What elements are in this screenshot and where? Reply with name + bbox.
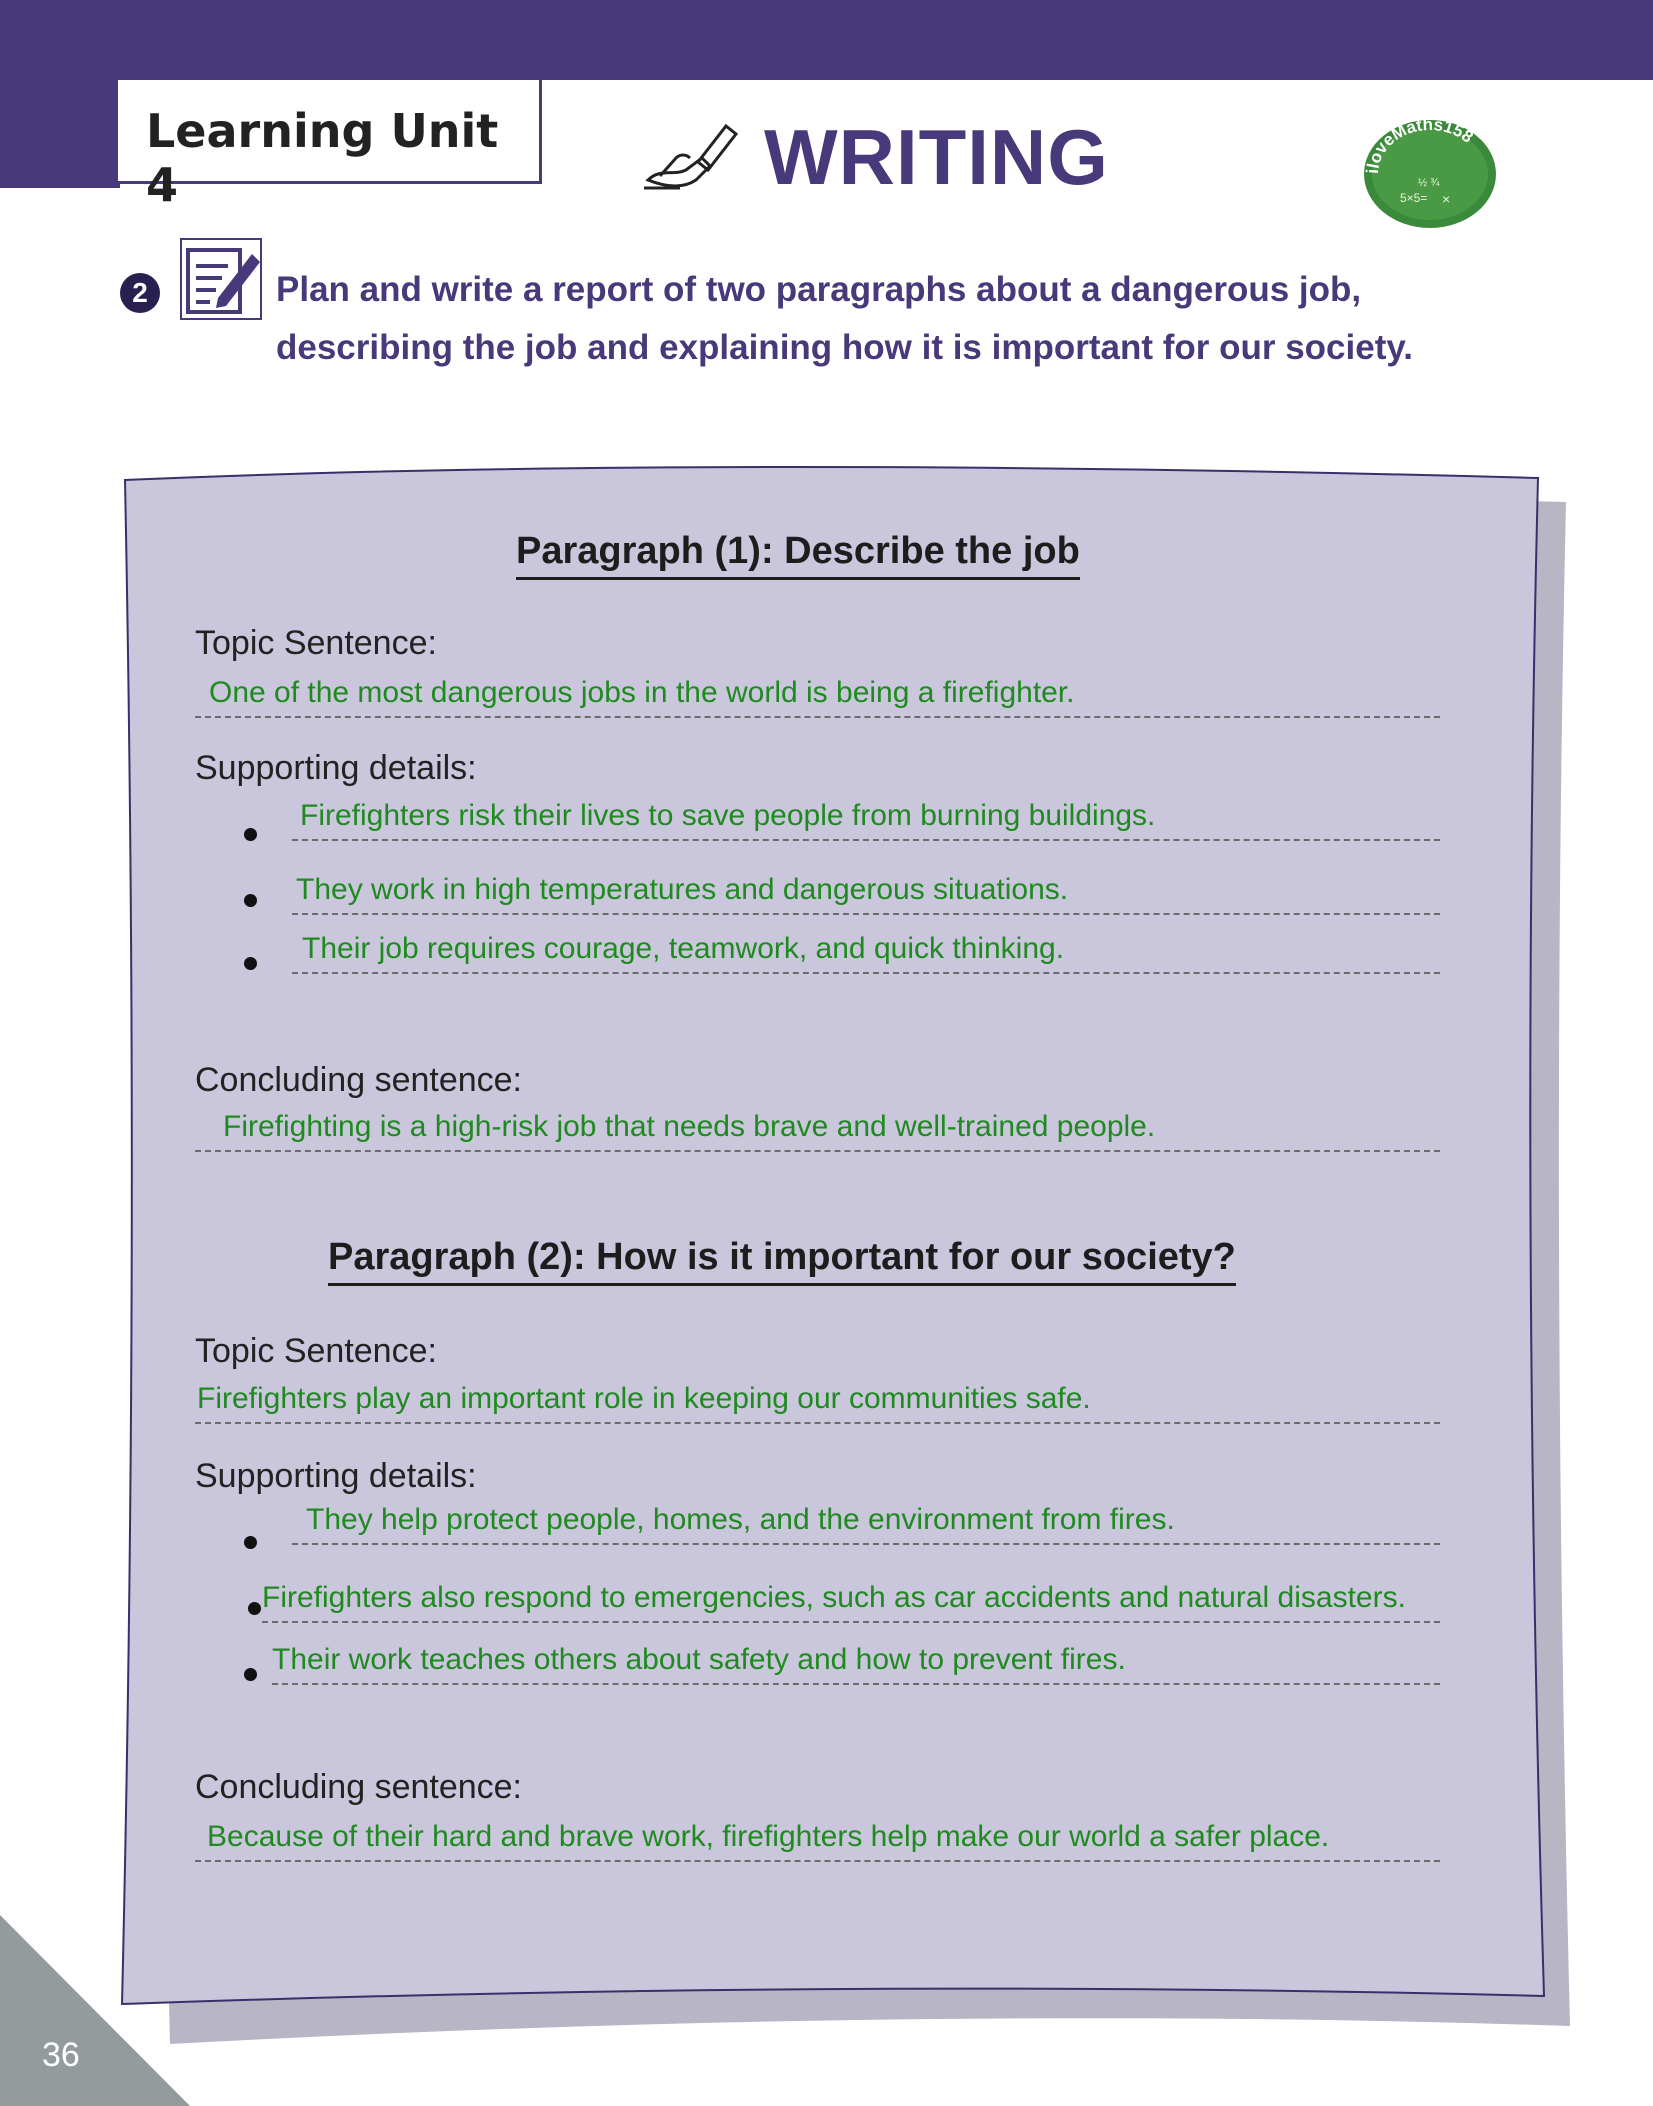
bullet-icon (244, 957, 257, 970)
paragraph2-detail-line-2[interactable] (262, 1577, 1440, 1623)
bullet-icon (244, 1536, 257, 1549)
logo-text: iloveMaths158 (1362, 114, 1477, 175)
bullet-icon (244, 894, 257, 907)
paragraph1-detail-line-2[interactable] (292, 869, 1440, 915)
task-number-badge: 2 (120, 273, 160, 313)
paragraph1-concluding-label: Concluding sentence: (195, 1061, 523, 1099)
task-instruction-line-1: Plan and write a report of two paragraphs about a dangerous job, (276, 270, 1362, 309)
paragraph1-topic-label: Topic Sentence: (195, 624, 437, 662)
paragraph2-topic-answer: Firefighters play an important role in keeping our communities safe. (197, 1382, 1091, 1415)
svg-text:5×5=: 5×5= (1400, 191, 1428, 205)
paragraph2-detail-3: Their work teaches others about safety and how to prevent fires. (272, 1643, 1126, 1676)
paragraph1-detail-3: Their job requires courage, teamwork, and quick thinking. (302, 932, 1065, 965)
paragraph2-topic-line[interactable] (195, 1378, 1440, 1424)
paragraph1-detail-1: Firefighters risk their lives to save people from burning buildings. (300, 799, 1156, 832)
paragraph2-concluding-label: Concluding sentence: (195, 1768, 523, 1806)
paragraph2-detail-1: They help protect people, homes, and the environment from fires. (306, 1503, 1175, 1536)
paragraph2-topic-label: Topic Sentence: (195, 1332, 437, 1370)
paragraph1-detail-2: They work in high temperatures and dangerous situations. (296, 873, 1069, 906)
paragraph1-detail-line-1[interactable] (292, 795, 1440, 841)
paragraph1-concluding-answer: Firefighting is a high-risk job that needs brave and well-trained people. (223, 1110, 1156, 1143)
task-instruction-line-2: describing the job and explaining how it is important for our society. (276, 328, 1413, 367)
bullet-icon (244, 828, 257, 841)
paragraph2-supporting-label: Supporting details: (195, 1457, 477, 1495)
bullet-icon (248, 1602, 261, 1615)
paragraph2-detail-line-1[interactable] (292, 1499, 1440, 1545)
section-title: WRITING (764, 113, 1109, 201)
page-number: 36 (42, 2036, 80, 2074)
paragraph2-heading: Paragraph (2): How is it important for our society? (328, 1236, 1236, 1286)
paragraph1-topic-line[interactable] (195, 672, 1440, 718)
paragraph2-detail-line-3[interactable] (272, 1639, 1440, 1685)
svg-text:½ ¾: ½ ¾ (1418, 177, 1440, 189)
paragraph2-detail-2: Firefighters also respond to emergencies, such as car accidents and natural disasters. (262, 1581, 1406, 1614)
paragraph2-concluding-answer: Because of their hard and brave work, firefighters help make our world a safer place. (207, 1820, 1330, 1853)
paragraph1-heading: Paragraph (1): Describe the job (516, 530, 1080, 580)
bullet-icon (244, 1668, 257, 1681)
page-corner-triangle (0, 1915, 190, 2106)
paragraph2-concluding-line[interactable] (195, 1816, 1440, 1862)
unit-label: Learning Unit 4 (146, 104, 499, 212)
paragraph1-detail-line-3[interactable] (292, 928, 1440, 974)
svg-text:×: × (1442, 191, 1451, 207)
paragraph1-supporting-label: Supporting details: (195, 749, 477, 787)
paragraph1-topic-answer: One of the most dangerous jobs in the world is being a firefighter. (209, 676, 1075, 709)
paragraph1-concluding-line[interactable] (195, 1106, 1440, 1152)
